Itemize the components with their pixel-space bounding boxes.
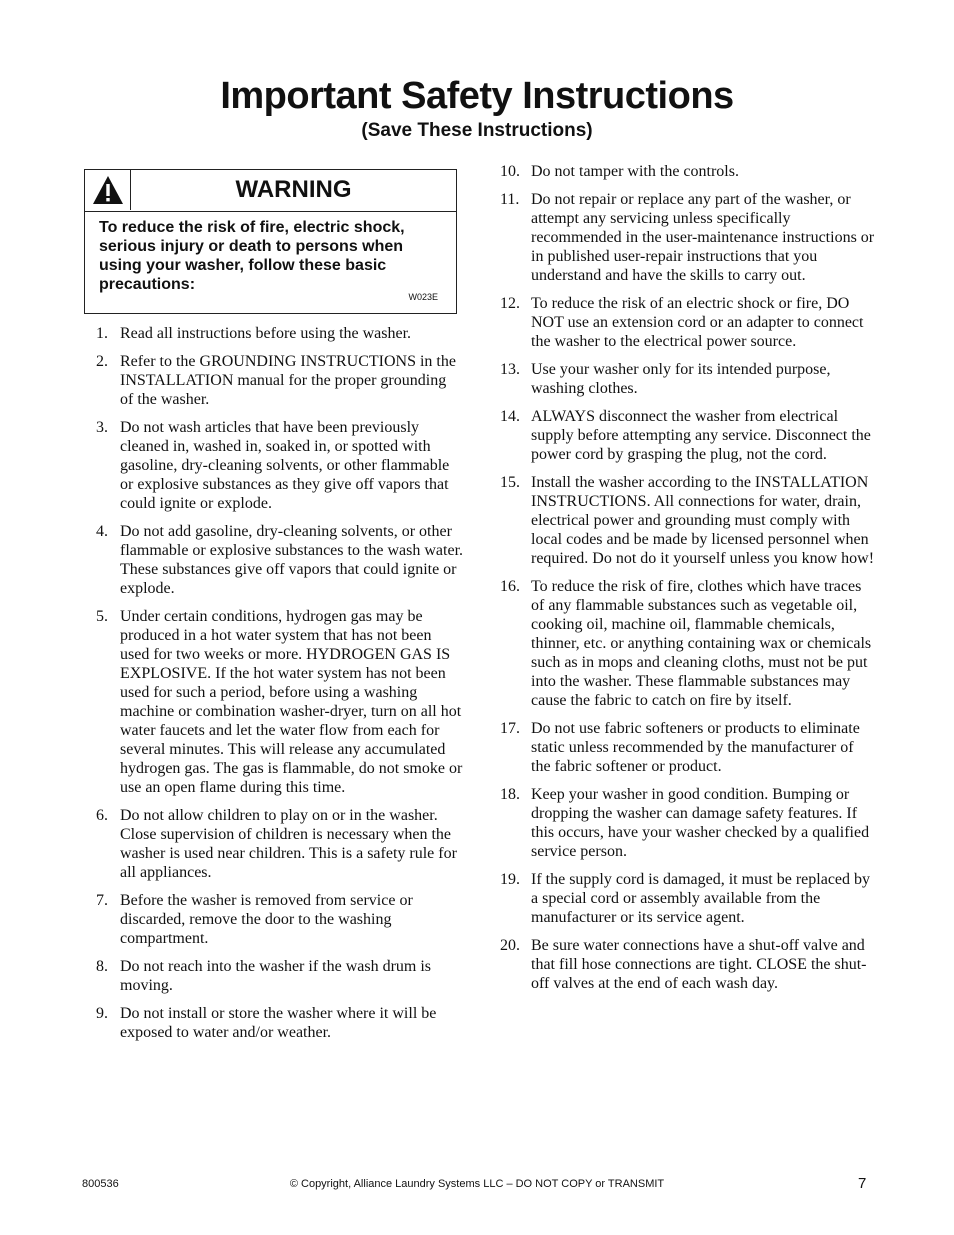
- list-item: [93, 957, 463, 995]
- instruction-list-right: [497, 162, 875, 1002]
- list-item: [497, 407, 875, 464]
- list-item: [93, 806, 463, 882]
- list-item: [93, 891, 463, 948]
- item-number: 7.: [96, 892, 108, 909]
- item-number: 3.: [96, 419, 108, 436]
- item-text: If the supply cord is damaged, it must be replaced by a special cord or assembly available from the manufacturer or its service agent.: [531, 871, 871, 926]
- item-number: 13.: [500, 361, 520, 378]
- item-number: 15.: [500, 474, 520, 491]
- warning-code: W023E: [408, 292, 438, 302]
- item-text: Read all instructions before using the washer.: [120, 325, 412, 342]
- list-item: [497, 719, 875, 776]
- item-text: Install the washer according to the INSTALLATION INSTRUCTIONS. All connections for water, drain, electrical power and grounding must comply with local codes and be made by licensed personnel when required. Do not do it yourself unless you know how!: [531, 474, 875, 567]
- list-item: [497, 190, 875, 285]
- item-text: Use your washer only for its intended purpose, washing clothes.: [531, 361, 831, 397]
- item-text: Do not allow children to play on or in the washer. Close supervision of children is necessary when the washer is used near children. This is a safety rule for all appliances.: [120, 807, 457, 881]
- item-text: To reduce the risk of fire, clothes which have traces of any flammable substances such as vegetable oil, cooking oil, machine oil, flammable chemicals, thinner, etc. or anything containing wax or chemicals such as in mops and cleaning cloths, must not be put into the washer. These flammable substances may cause the fabric to catch on fire by itself.: [531, 578, 872, 709]
- instruction-list-left: [93, 324, 463, 1051]
- page-title: Important Safety Instructions: [220, 75, 734, 117]
- page-subtitle: (Save These Instructions): [361, 120, 593, 141]
- item-number: 17.: [500, 720, 520, 737]
- doc-number: 800536: [82, 1178, 119, 1190]
- item-text: Refer to the GROUNDING INSTRUCTIONS in the INSTALLATION manual for the proper grounding of the washer.: [120, 353, 456, 408]
- warning-box: [84, 169, 457, 314]
- list-item: [93, 522, 463, 598]
- page-number: 7: [858, 1175, 867, 1192]
- item-number: 2.: [96, 353, 108, 370]
- item-text: Be sure water connections have a shut-off valve and that fill hose connections are tight. CLOSE the shut-off valves at the end of each wash day.: [531, 937, 867, 992]
- item-number: 16.: [500, 578, 520, 595]
- item-text: Do not install or store the washer where it will be exposed to water and/or weather.: [120, 1005, 437, 1041]
- list-item: [93, 324, 463, 343]
- list-item: [497, 870, 875, 927]
- item-text: Before the washer is removed from service or discarded, remove the door to the washing compartment.: [120, 892, 413, 947]
- list-item: [93, 607, 463, 797]
- item-number: 5.: [96, 608, 108, 625]
- item-text: To reduce the risk of an electric shock or fire, DO NOT use an extension cord or an adapter to connect the washer to the electrical power source.: [531, 295, 864, 350]
- item-number: 9.: [96, 1005, 108, 1022]
- item-number: 20.: [500, 937, 520, 954]
- item-number: 1.: [96, 325, 108, 342]
- list-item: [93, 418, 463, 513]
- list-item: [497, 294, 875, 351]
- warning-label: WARNING: [235, 176, 352, 203]
- item-number: 18.: [500, 786, 520, 803]
- list-item: [93, 1004, 463, 1042]
- item-number: 12.: [500, 295, 520, 312]
- item-text: Do not wash articles that have been previously cleaned in, washed in, soaked in, or spotted with gasoline, dry-cleaning solvents, or other flammable or explosive substances as they give off vapors that could ignite or explode.: [120, 419, 450, 512]
- list-item: [497, 577, 875, 710]
- item-text: Keep your washer in good condition. Bumping or dropping the washer can damage safety features. If this occurs, have your washer checked by a qualified service person.: [531, 786, 870, 860]
- item-number: 10.: [500, 163, 520, 180]
- warning-header: [85, 170, 456, 212]
- item-text: Under certain conditions, hydrogen gas may be produced in a hot water system that has not been used for two weeks or more. HYDROGEN GAS IS EXPLOSIVE. If the hot water system has not been used for such a period, before using a washing machine or combination washer-dryer, turn on all hot water faucets and let the water flow from each for several minutes. This will release any accumulated hydrogen gas. The gas is flammable, do not smoke or use an open flame during this time.: [120, 608, 463, 796]
- list-item: [93, 352, 463, 409]
- list-item: [497, 473, 875, 568]
- item-number: 6.: [96, 807, 108, 824]
- item-number: 14.: [500, 408, 520, 425]
- item-text: Do not repair or replace any part of the washer, or attempt any servicing unless specifically recommended in the user-maintenance instructions or in published user-repair instructions that you understand and have the skills to carry out.: [531, 191, 875, 284]
- copyright-notice: © Copyright, Alliance Laundry Systems LLC – DO NOT COPY or TRANSMIT: [289, 1178, 665, 1190]
- item-text: Do not use fabric softeners or products to eliminate static unless recommended by the manufacturer of the fabric softener or product.: [531, 720, 860, 775]
- list-item: [497, 936, 875, 993]
- item-number: 19.: [500, 871, 520, 888]
- item-text: Do not tamper with the controls.: [531, 163, 739, 180]
- warning-text: To reduce the risk of fire, electric shock, serious injury or death to persons when using your washer, follow these basic precautions:: [99, 219, 405, 293]
- list-item: [497, 785, 875, 861]
- warning-icon-cell: [85, 170, 131, 210]
- item-number: 4.: [96, 523, 108, 540]
- item-text: ALWAYS disconnect the washer from electrical supply before attempting any service. Disconnect the power cord by grasping the plug, not the cord.: [531, 408, 871, 463]
- item-number: 8.: [96, 958, 108, 975]
- item-text: Do not reach into the washer if the wash drum is moving.: [120, 958, 432, 994]
- item-text: Do not add gasoline, dry-cleaning solvents, or other flammable or explosive substances to the wash water. These substances give off vapors that could ignite or explode.: [120, 523, 464, 597]
- item-number: 11.: [500, 191, 520, 208]
- list-item: [497, 360, 875, 398]
- list-item: [497, 162, 875, 181]
- warning-triangle-icon: [91, 174, 125, 206]
